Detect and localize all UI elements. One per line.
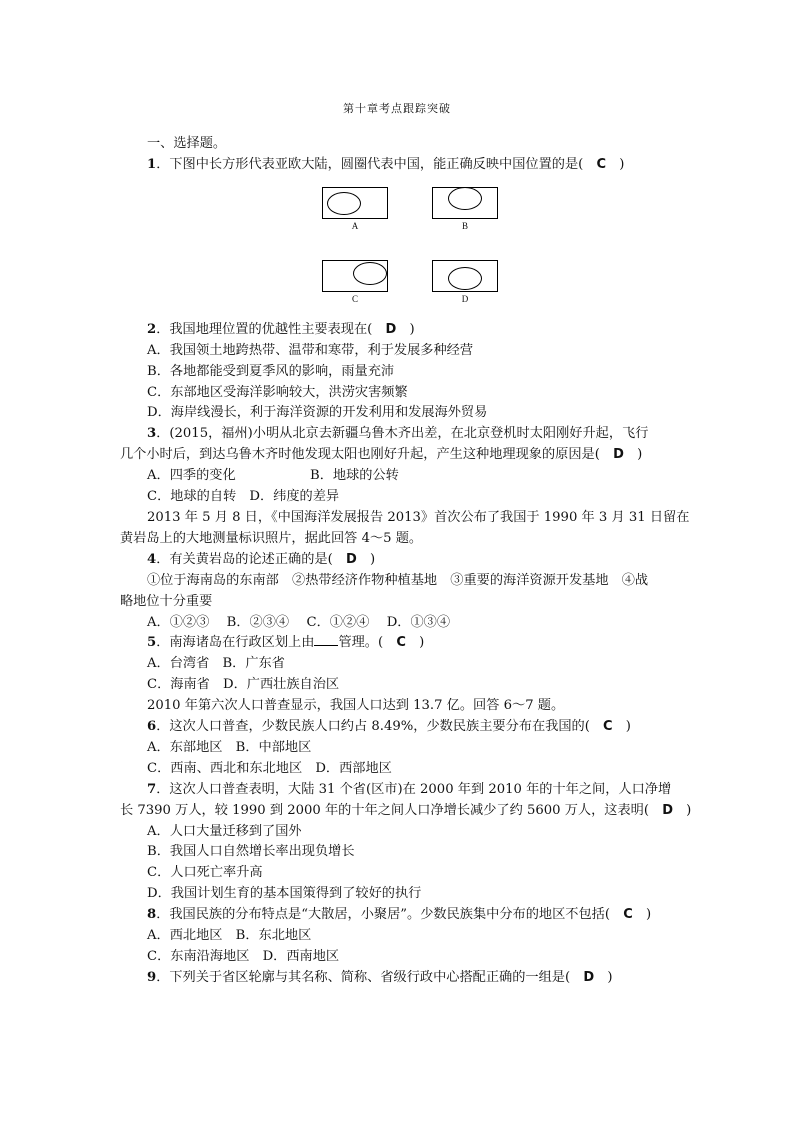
- question-2: [120, 320, 680, 341]
- question-text: ．我国民族的分布特点是“大散居，小聚居”。少数民族集中分布的地区不包括(: [156, 907, 611, 923]
- statements: ①位于海南岛的东南部 ②热带经济作物种植基地 ③重要的海洋资源开发基地 ④战: [147, 572, 649, 588]
- close-paren: ): [607, 969, 613, 985]
- answer-spacer: [590, 719, 603, 734]
- passage-continued: 黄岩岛上的大地测量标识照片，据此回答 4～5 题。: [120, 530, 423, 546]
- answer-letter: D: [385, 321, 397, 337]
- option-row: C．海南省 D．广西壮族自治区: [147, 677, 340, 693]
- figure-label: B: [461, 220, 468, 231]
- answer-letter: D: [583, 969, 595, 985]
- figure-label: D: [461, 293, 469, 304]
- option-row: A．①②③ B．②③④ C．①②④ D．①③④: [147, 614, 451, 630]
- question-number: 7: [147, 781, 157, 797]
- option: A．人口大量迁移到了国外: [147, 823, 302, 839]
- eurasia-rectangle: [322, 260, 388, 292]
- answer-spacer: [583, 157, 596, 172]
- question-text: ．下图中长方形代表亚欧大陆，圆圈代表中国，能正确反映中国位置的是(: [156, 156, 584, 172]
- close-paren: ): [637, 447, 643, 463]
- option: B．地球的公转: [310, 468, 399, 484]
- answer-spacer: [333, 552, 346, 567]
- answer-letter: C: [623, 907, 633, 923]
- close-paren: ): [409, 321, 415, 337]
- close-paren: ): [419, 635, 425, 651]
- question-text: ．下列关于省区轮廓与其名称、简称、省级行政中心搭配正确的一组是(: [156, 969, 571, 985]
- option-row: A．东部地区 B．中部地区: [147, 739, 312, 755]
- option: C．人口死亡率升高: [147, 865, 263, 881]
- answer-spacer: [673, 803, 686, 818]
- answer-spacer: [633, 907, 646, 922]
- question-3: [120, 424, 680, 445]
- answer-spacer: [606, 157, 619, 172]
- question-text: ．南海诸岛在行政区划上由: [156, 635, 315, 651]
- question-text: ．这次人口普查，少数民族人口约占 8.49%，少数民族主要分布在我国的(: [156, 719, 590, 735]
- option: B．我国人口自然增长率出现负增长: [147, 844, 355, 860]
- question-text: 管理。(: [338, 635, 384, 651]
- figure-option-b: [432, 187, 498, 232]
- option-row: [120, 466, 680, 487]
- answer-letter: C: [396, 635, 406, 651]
- answer-letter: D: [345, 551, 357, 567]
- option: D．海岸线漫长，利于海洋资源的开发利用和发展海外贸易: [147, 405, 488, 421]
- question-number: 1: [147, 156, 157, 172]
- figure-option-a: [322, 187, 388, 232]
- question-7-continued: [120, 801, 692, 822]
- passage: 2010 年第六次人口普查显示，我国人口达到 13.7 亿。回答 6～7 题。: [147, 698, 565, 714]
- answer-letter: C: [603, 719, 613, 735]
- figure-label: C: [351, 293, 358, 304]
- eurasia-rectangle: [432, 260, 498, 292]
- question-text: ．我国地理位置的优越性主要表现在(: [156, 321, 373, 337]
- answer-spacer: [372, 322, 385, 337]
- answer-spacer: [610, 907, 623, 922]
- answer-spacer: [396, 322, 409, 337]
- question-number: 8: [147, 907, 157, 923]
- answer-spacer: [406, 635, 419, 650]
- question-number: 9: [147, 969, 157, 985]
- option: A．四季的变化: [147, 468, 236, 484]
- close-paren: ): [369, 551, 376, 567]
- eurasia-rectangle: [432, 187, 498, 219]
- question-text: ．有关黄岩岛的论述正确的是(: [156, 551, 333, 567]
- china-circle: [448, 267, 482, 290]
- question-5: [120, 633, 680, 654]
- question-number: 6: [147, 719, 157, 735]
- answer-spacer: [624, 447, 637, 462]
- page-title: 第十章考点跟踪突破: [343, 102, 451, 115]
- option-row: C．西南、西北和东北地区 D．西部地区: [147, 760, 392, 776]
- question-4: [120, 550, 680, 571]
- answer-spacer: [570, 970, 583, 985]
- answer-blank: [314, 633, 338, 646]
- answer-letter: D: [613, 447, 624, 463]
- option-row: C．东南沿海地区 D．西南地区: [147, 949, 340, 964]
- question-3-continued: [120, 445, 680, 466]
- question-7: [120, 780, 680, 801]
- option: A．我国领土地跨热带、温带和寒带，利于发展多种经营: [147, 342, 474, 358]
- answer-spacer: [594, 970, 607, 985]
- question-6: [120, 717, 680, 738]
- close-paren: ): [686, 802, 692, 818]
- answer-spacer: [613, 719, 626, 734]
- question-text: 长 7390 万人，较 1990 到 2000 年的十年之间人口净增长减少了约 5600 万人，这表明(: [120, 802, 649, 818]
- answer-letter: C: [596, 156, 607, 172]
- close-paren: ): [645, 907, 652, 923]
- question-list: [120, 134, 692, 989]
- option-row: C．地球的自转 D．纬度的差异: [147, 489, 340, 505]
- close-paren: ): [625, 719, 631, 735]
- china-circle: [448, 187, 482, 210]
- eurasia-rectangle: [322, 187, 388, 219]
- figure-option-c: [322, 260, 388, 305]
- answer-letter: D: [662, 802, 673, 818]
- china-circle: [327, 192, 361, 215]
- question-number: 5: [147, 635, 157, 651]
- question-text: 几个小时后，到达乌鲁木齐时他发现太阳也刚好升起，产生这种地理现象的原因是(: [120, 447, 600, 463]
- answer-spacer: [600, 447, 613, 462]
- question-9: [120, 968, 680, 989]
- question-number: 2: [147, 321, 157, 337]
- answer-spacer: [357, 552, 370, 567]
- figure-label: A: [351, 220, 359, 231]
- option: B．各地都能受到夏季风的影响，雨量充沛: [147, 363, 395, 379]
- answer-spacer: [649, 803, 662, 818]
- question-8: [120, 905, 680, 926]
- close-paren: ): [619, 156, 625, 172]
- question-1: [120, 155, 680, 176]
- option-row: A．西北地区 B．东北地区: [147, 928, 312, 944]
- position-figure: [120, 178, 680, 316]
- statements-continued: 略地位十分重要: [120, 593, 213, 609]
- question-text: ．(2015，福州)小明从北京去新疆乌鲁木齐出差，在北京登机时太阳刚好升起，飞行: [156, 426, 649, 442]
- option: C．东部地区受海洋影响较大，洪涝灾害频繁: [147, 384, 408, 400]
- option: D．我国计划生育的基本国策得到了较好的执行: [147, 886, 422, 902]
- section-heading: 一、选择题。: [147, 136, 227, 151]
- figure-option-d: [432, 260, 498, 305]
- answer-spacer: [383, 635, 396, 650]
- passage: 2013 年 5 月 8 日，《中国海洋发展报告 2013》首次公布了我国于 1990 年 3 月 31 日留在: [147, 509, 690, 525]
- question-text: ．这次人口普查表明，大陆 31 个省(区市)在 2000 年到 2010 年的十年之间，人口净增: [156, 781, 672, 797]
- question-number: 3: [147, 426, 157, 442]
- option-row: A．台湾省 B．广东省: [147, 656, 285, 672]
- question-number: 4: [147, 551, 157, 567]
- china-circle: [353, 262, 387, 285]
